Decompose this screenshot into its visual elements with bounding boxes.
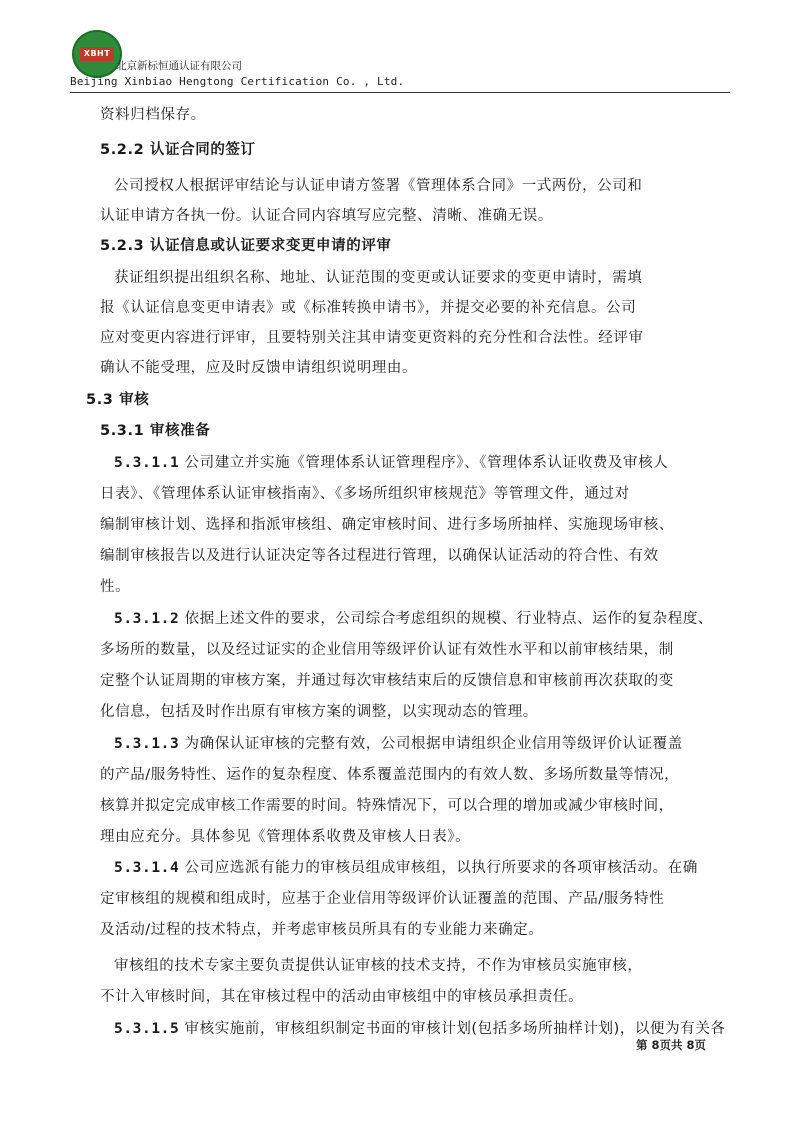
paragraph-line: 公司授权人根据评审结论与认证申请方签署《管理体系合同》一式两份，公司和: [114, 178, 643, 194]
paragraph-line: 化信息，包括及时作出原有审核方案的调整，以实现动态的管理。: [100, 704, 538, 720]
paragraph-line: 应对变更内容进行评审，且要特别关注其申请变更资料的充分性和合法性。经评审: [100, 330, 644, 346]
paragraph-line: 性。: [100, 579, 131, 595]
paragraph-line: 5.3.1.4 公司应选派有能力的审核员组成审核组，以执行所要求的各项审核活动。在确: [114, 860, 698, 876]
header-divider: [70, 92, 730, 93]
paragraph-line: 理由应充分。具体参见《管理体系收费及审核人日表》。: [100, 829, 471, 845]
paragraph-line: 认证申请方各执一份。认证合同内容填写应完整、清晰、准确无误。: [100, 208, 553, 224]
paragraph-line: 5.3.1.1 公司建立并实施《管理体系认证管理程序》、《管理体系认证收费及审核人: [114, 455, 669, 471]
paragraph-line: 定审核组的规模和组成时，应基于企业信用等级评价认证覆盖的范围、产品/服务特性: [100, 891, 665, 907]
paragraph-line: 日表》、《管理体系认证审核指南》、《多场所组织审核规范》等管理文件，通过对: [100, 486, 630, 502]
company-name-en: Beijing Xinbiao Hengtong Certification Co. , Ltd.: [70, 75, 405, 88]
paragraph-line: 报《认证信息变更申请表》或《标准转换申请书》，并提交必要的补充信息。公司: [100, 300, 637, 316]
company-name-cn: 北京新标恒通认证有限公司: [116, 60, 242, 72]
paragraph-line: 5.3.1.2 依据上述文件的要求，公司综合考虑组织的规模、行业特点、运作的复杂程度、: [114, 611, 714, 627]
paragraph-line: 及活动/过程的技术特点，并考虑审核员所具有的专业能力来确定。: [100, 922, 544, 938]
paragraph-line: 定整个认证周期的审核方案，并通过每次审核结束后的反馈信息和审核前再次获取的变: [100, 673, 674, 689]
paragraph-line: 获证组织提出组织名称、地址、认证范围的变更或认证要求的变更申请时，需填: [114, 270, 643, 286]
paragraph-line: 多场所的数量，以及经过证实的企业信用等级评价认证有效性水平和以前审核结果，制: [100, 642, 674, 658]
page-number: 第 8页共 8页: [636, 1038, 707, 1052]
company-logo: [72, 30, 122, 78]
section-heading: 5.2.2 认证合同的签订: [100, 142, 256, 158]
logo-badge: XBHT: [80, 47, 114, 61]
paragraph-line: 审核组的技术专家主要负责提供认证审核的技术支持，不作为审核员实施审核，: [114, 958, 643, 974]
paragraph-line: 编制审核计划、选择和指派审核组、确定审核时间、进行多场所抽样、实施现场审核、: [100, 517, 674, 533]
page-header: [70, 30, 730, 92]
paragraph-line: 不计入审核时间，其在审核过程中的活动由审核组中的审核员承担责任。: [100, 989, 584, 1005]
paragraph-line: 编制审核报告以及进行认证决定等各过程进行管理，以确保认证活动的符合性、有效: [100, 548, 659, 564]
paragraph-line: 资料归档保存。: [100, 107, 206, 123]
paragraph-line: 确认不能受理，应及时反馈申请组织说明理由。: [100, 360, 418, 376]
paragraph-line: 核算并拟定完成审核工作需要的时间。特殊情况下，可以合理的增加或减少审核时间，: [100, 798, 674, 814]
section-heading: 5.3 审核: [86, 392, 150, 408]
paragraph-line: 5.3.1.3 为确保认证审核的完整有效，公司根据申请组织企业信用等级评价认证覆盖: [114, 736, 683, 752]
section-heading: 5.2.3 认证信息或认证要求变更申请的评审: [100, 238, 392, 254]
paragraph-line: 的产品/服务特性、运作的复杂程度、体系覆盖范围内的有效人数、多场所数量等情况，: [100, 767, 680, 783]
section-heading: 5.3.1 审核准备: [100, 423, 211, 439]
paragraph-line: 5.3.1.5 审核实施前，审核组织制定书面的审核计划(包括多场所抽样计划)，以便为有关各: [114, 1021, 726, 1037]
